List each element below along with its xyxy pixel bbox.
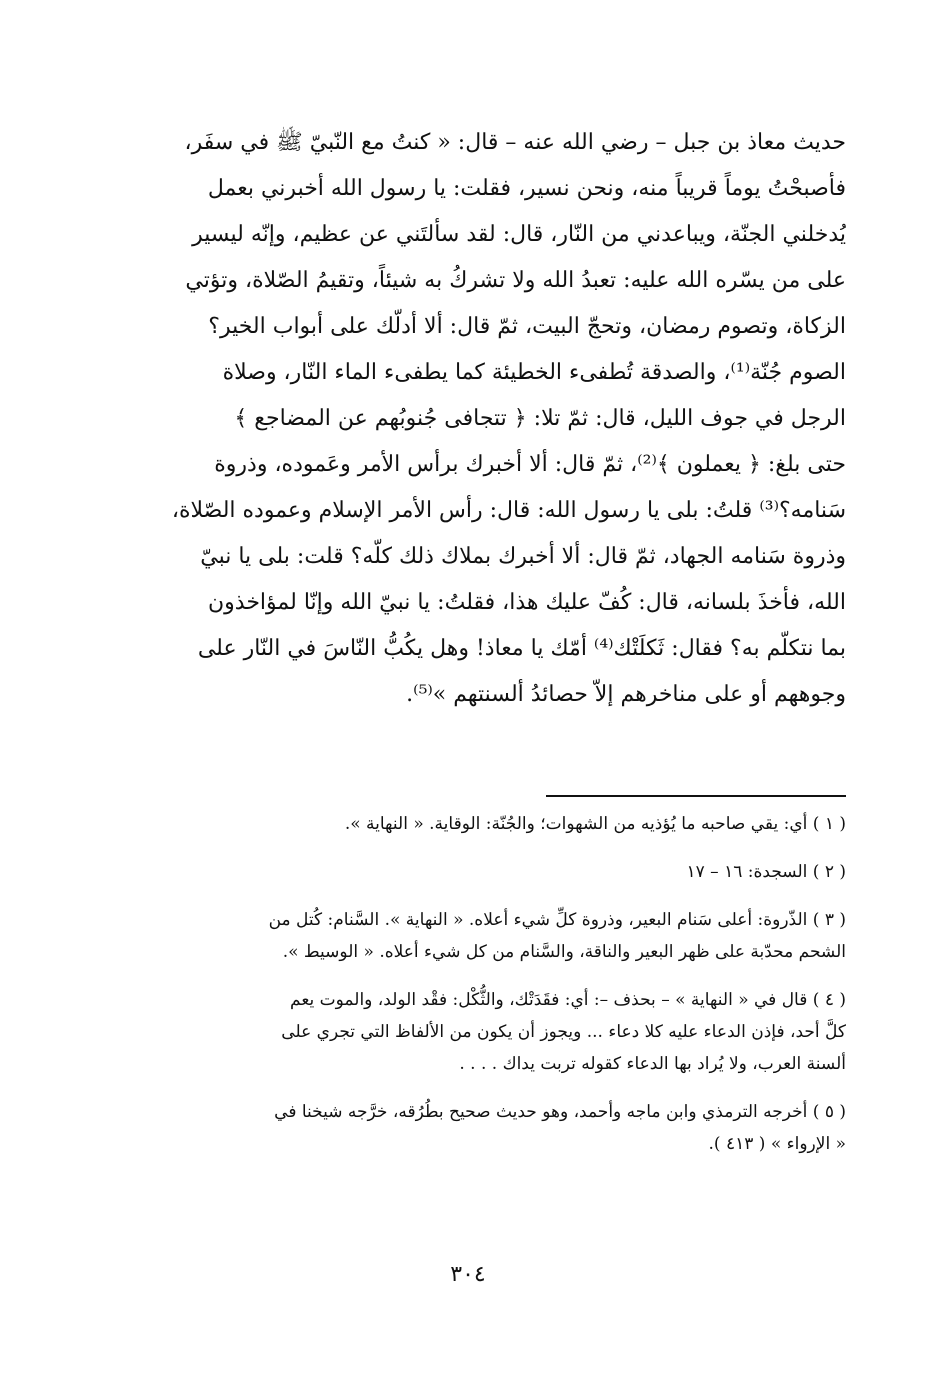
text-line: سَنامه؟⁽³⁾ قلتُ: بلى يا رسول الله: قال: رأس الأمر الإسلام وعموده الصّلاة، [171, 498, 846, 523]
footnote-line: « الإرواء » ( ٤١٣ ). [708, 1134, 846, 1154]
footnote-line: ( ٥ ) أخرجه الترمذي وابن ماجه وأحمد، وهو حديث صحيح بطُرُقه، خرَّجه شيخنا في [274, 1102, 846, 1122]
footnote-line: ( ٢ ) السجدة: ١٦ – ١٧ [686, 862, 846, 882]
footnote-line: الشحم محدّبة على ظهر البعير والناقة، والسَّنام من كل شيء أعلاه. « الوسيط ». [282, 942, 846, 962]
text-line: وجوههم أو على مناخرهم إلاّ حصائدُ ألسنتهم »⁽⁵⁾. [406, 682, 846, 707]
text-line: حتى بلغ: ﴿ يعملون ﴾⁽²⁾، ثمّ قال: ألا أخبرك برأس الأمر وعَموده، وذروة [214, 452, 846, 477]
page-number: ٣٠٤ [450, 1262, 486, 1287]
text-line: الصوم جُنّة⁽¹⁾، والصدقة تُطفىء الخطيئة كما يطفىء الماء النّار، وصلاة [222, 360, 846, 385]
footnote-2 [70, 856, 846, 888]
text-line: حديث معاذ بن جبل – رضي الله عنه – قال: « كنتُ مع النّبيّ ﷺ في سفَر، [184, 130, 846, 155]
text-line: بما نتكلّم به؟ فقال: ثَكلَتْك⁽⁴⁾ أمّك يا معاذ! وهل يكُبُّ النّاسَ في النّار على [197, 636, 846, 661]
text-line: وذروة سَنامه الجهاد، ثمّ قال: ألا أخبرك بملاك ذلك كلّه؟ قلت: بلى يا نبيّ [200, 544, 846, 569]
text-line: يُدخلني الجنّة، ويباعدني من النّار، قال: لقد سألتَني عن عظيم، وإنّه ليسير [192, 222, 846, 247]
text-line: فأصبحْتُ يوماً قريباً منه، ونحن نسير، فقلت: يا رسول الله أخبرني بعمل [207, 176, 846, 201]
footnote-line: كلَّ أحد، فإذن الدعاء عليه كلا دعاء ... ويجوز أن يكون من الألفاظ التي تجري على [281, 1022, 846, 1042]
footnote-4 [70, 984, 846, 1080]
footnote-line: ( ١ ) أي: يقي صاحبه ما يُؤذيه من الشهوات؛ والجُنّة: الوقاية. « النهاية ». [344, 814, 846, 834]
footnote-line: ( ٣ ) الذّروة: أعلى سَنام البعير، وذروة كلِّ شيء أعلاه. « النهاية ». السَّنام: كُتل من [268, 910, 846, 930]
text-line: الزكاة، وتصوم رمضان، وتحجّ البيت، ثمّ قال: ألا أدلّك على أبواب الخير؟ [208, 314, 846, 339]
text-line: الله، فأخذَ بلسانه، قال: كُفّ عليك هذا، فقلتُ: يا نبيّ الله وإنّا لمؤاخذون [208, 590, 846, 615]
text-line: على من يسّره الله عليه: تعبدُ الله ولا تشركُ به شيئاً، وتقيمُ الصّلاة، وتؤتي [185, 268, 846, 293]
footnote-divider [546, 795, 846, 797]
text-line: الرجل في جوف الليل، قال: ثمّ تلا: ﴿ تتجافى جُنوبُهم عن المضاجع ﴾ [234, 406, 846, 431]
footnotes [70, 808, 846, 1160]
footnote-line: ( ٤ ) قال في « النهاية » – بحذف –: أي: فقَدَتْك، والثُّكْل: فقْد الولد، والموت يعم [290, 990, 846, 1010]
footnote-3 [70, 904, 846, 968]
hadith-text [70, 120, 846, 718]
footnote-line: ألسنة العرب، ولا يُراد بها الدعاء كقوله تربت يداك . . . . [459, 1054, 846, 1074]
footnote-1 [70, 808, 846, 840]
footnote-5 [70, 1096, 846, 1160]
